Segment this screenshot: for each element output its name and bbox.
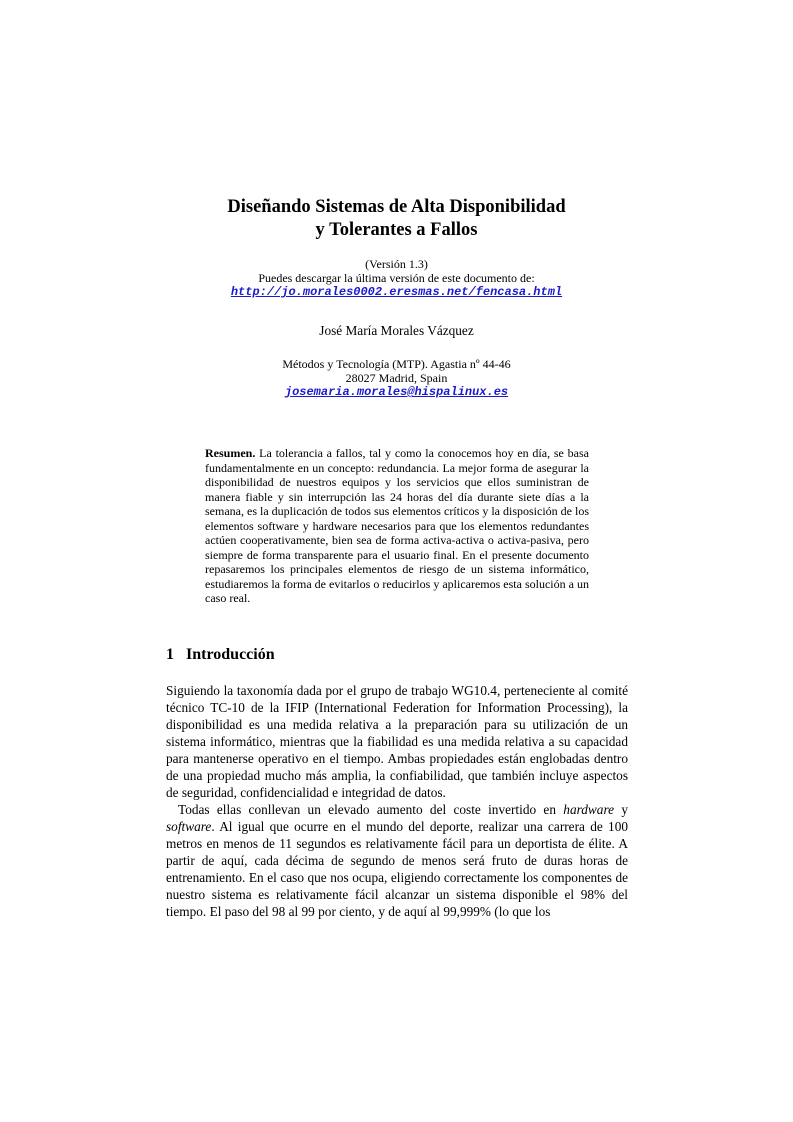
- term-software: software: [166, 819, 212, 834]
- abstract-text: La tolerancia a fallos, tal y como la conocemos hoy en día, se basa fundamentalmente en un concepto: redundancia. La mejor forma de asegurar la disponibilidad de nuestros equipos y los servicios que ellos suministran de manera fiable y sin interrupción las 24 horas del día durante siete días a la semana, es la duplicación de todos sus elementos críticos y la disposición de los elementos software y hardware necesarios para que los elementos redundantes actúen cooperativamente, bien sea de forma activa-activa o activa-pasiva, pero siempre de forma transparente para el usuario final. En el presente documento repasaremos los principales elementos de riesgo de un sistema informático, estudiaremos la forma de evitarlos o reducirlos y aplicaremos esta solución a un caso real.: [205, 446, 589, 605]
- paragraph-2-part-c: . Al igual que ocurre en el mundo del deporte, realizar una carrera de 100 metros en menos de 11 segundos es relativamente fácil para un deportista de élite. A partir de aquí, cada décima de segundo de menos será fruto de duras horas de entrenamiento. En el caso que nos ocupa, eligiendo correctamente los componentes de nuestro sistema es relativamente fácil alcanzar un sistema disponible el 98% del tiempo. El paso del 98 al 99 por ciento, y de aquí al 99,999% (lo que los: [166, 819, 628, 919]
- section-heading: [166, 645, 275, 665]
- abstract: [205, 446, 589, 606]
- paragraph-2-part-a: Todas ellas conllevan un elevado aumento del coste invertido en: [178, 802, 564, 817]
- paper-title: [0, 196, 793, 242]
- section-body: [166, 682, 628, 920]
- term-hardware: hardware: [563, 802, 615, 817]
- city: 28027 Madrid, Spain: [345, 371, 448, 385]
- version-label: (Versión 1.3): [365, 257, 428, 271]
- abstract-keyword: Resumen.: [205, 446, 256, 460]
- download-text: Puedes descargar la última versión de este documento de:: [258, 271, 535, 285]
- paragraph-1: Siguiendo la taxonomía dada por el grupo de trabajo WG10.4, perteneciente al comité técnico TC-10 de la IFIP (International Federation for Information Processing), la disponibilidad es una medida relativa a la preparación para su utilización de un sistema informático, mientras que la fiabilidad es una medida relativa a su capacidad para mantenerse operativo en el tiempo. Ambas propiedades están englobadas dentro de una propiedad mucho más amplia, la confiabilidad, que también incluye aspectos de seguridad, confidencialidad e integridad de datos.: [166, 683, 628, 800]
- title-line-2: y Tolerantes a Fallos: [315, 220, 478, 240]
- affiliation-block: [0, 357, 793, 399]
- download-link[interactable]: http://jo.morales0002.eresmas.net/fencasa.html: [230, 285, 563, 299]
- email-link[interactable]: josemaria.morales@hispalinux.es: [284, 385, 509, 399]
- affiliation: Métodos y Tecnología (MTP). Agastia nº 44-46: [282, 357, 511, 371]
- paragraph-2-part-b: y: [614, 802, 628, 817]
- title-line-1: Diseñando Sistemas de Alta Disponibilidad: [227, 197, 566, 217]
- section-number: 1: [166, 646, 174, 663]
- version-block: [0, 257, 793, 299]
- section-title: Introducción: [186, 646, 275, 663]
- paragraph-2: [166, 801, 628, 920]
- author-name: José María Morales Vázquez: [319, 323, 474, 338]
